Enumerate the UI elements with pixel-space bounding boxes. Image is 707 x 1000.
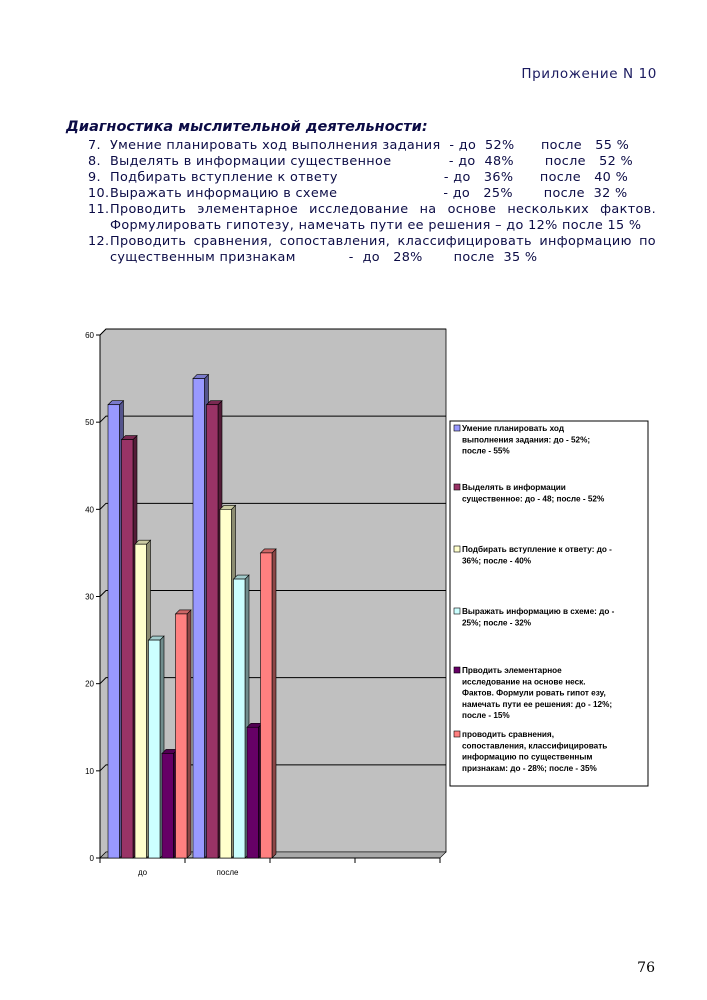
item-values: - до 36% после 40 % (337, 170, 629, 185)
bar-front (234, 579, 246, 858)
y-tick-label: 50 (85, 418, 94, 428)
bar-side (187, 610, 191, 858)
legend-swatch (454, 484, 460, 490)
bar-front (247, 727, 259, 858)
bar (207, 401, 223, 858)
y-tick-label: 10 (85, 766, 94, 776)
bar-front (193, 379, 205, 858)
bar-front (261, 553, 273, 858)
bar (108, 401, 124, 858)
legend-label-line: проводить сравнения, (462, 730, 554, 739)
item-values: - до 48% после 52 % (391, 154, 634, 169)
legend-label-line: после - 55% (462, 446, 510, 456)
bar-front (135, 544, 147, 858)
item-values: - до 28% после 35 % (295, 250, 538, 265)
legend-label-line: Выражать информацию в схеме: до - (462, 607, 615, 616)
bar (247, 723, 263, 858)
item-number: 11. (88, 202, 110, 217)
item-text: Подбирать вступление к ответу (110, 170, 338, 185)
page-number: 76 (637, 960, 655, 976)
item-text: Умение планировать ход выполнения задания (110, 138, 441, 153)
bar (122, 436, 138, 858)
legend-label-line: сопоставления, классифицировать (462, 741, 608, 751)
legend-label-line: существенное: до - 48; после - 52% (462, 494, 605, 504)
y-tick-label: 60 (85, 331, 94, 340)
legend-label-line: выполнения задания: до - 52%; (462, 435, 591, 445)
appendix-label: Приложение N 10 (521, 66, 657, 82)
item-number: 7. (88, 138, 101, 153)
item-text: Проводить элементарное исследование на основе нескольких фактов. Формулировать гипотезу, намечать пути ее решения – до 12% после 15 % (110, 202, 656, 233)
legend-swatch (454, 425, 460, 431)
y-tick-label: 30 (85, 592, 94, 602)
bar (135, 540, 151, 858)
bar-front (122, 440, 134, 858)
bar (261, 549, 277, 858)
item-text: Проводить сравнения, сопоставления, классифицировать информацию по существенным признакам (110, 234, 656, 265)
legend-label-line: информацию по существенным (462, 752, 593, 762)
bar (149, 636, 165, 858)
item-values: - до 25% после 32 % (337, 186, 628, 201)
legend-swatch (454, 546, 460, 552)
bar (193, 375, 209, 858)
legend-label-line: Умение планировать ход (462, 424, 565, 433)
item-number: 10. (88, 186, 110, 201)
legend-label-line: признакам: до - 28%; после - 35% (462, 763, 597, 773)
bar-side (272, 549, 276, 858)
bar (176, 610, 192, 858)
bar (162, 749, 178, 858)
bar-front (176, 614, 188, 858)
bar (220, 505, 236, 858)
x-tick-label: после (216, 868, 239, 877)
bar-front (108, 405, 120, 858)
item-number: 9. (88, 170, 101, 185)
legend-label-line: после - 15% (462, 711, 510, 721)
item-number: 12. (88, 234, 110, 249)
section-heading: Диагностика мыслительной деятельности: (66, 119, 428, 135)
y-tick-label: 0 (89, 854, 94, 863)
legend-label-line: 25%; после - 32% (462, 618, 532, 628)
legend-label-line: исследование на основе неск. (462, 677, 586, 687)
legend-swatch (454, 731, 460, 737)
legend-swatch (454, 667, 460, 673)
legend-label-line: 36%; после - 40% (462, 556, 532, 566)
legend-label-line: Фактов. Формули ровать гипот езу, (462, 688, 606, 698)
x-tick-label: до (137, 868, 148, 877)
item-values: - до 52% после 55 % (440, 138, 630, 153)
bar (234, 575, 250, 858)
legend-label-line: намечать пути ее решения: до - 12%; (462, 699, 613, 709)
y-tick-label: 20 (85, 679, 94, 689)
bar-front (149, 640, 161, 858)
legend-label-line: Подбирать вступление к ответу: до - (462, 545, 612, 554)
legend-swatch (454, 608, 460, 614)
y-tick-label: 40 (85, 505, 94, 515)
legend-label-line: Выделять в информации (462, 483, 566, 492)
bar-front (220, 509, 232, 858)
bar-front (207, 405, 219, 858)
legend-label-line: Прводить элементарное (462, 666, 562, 675)
item-text: Выражать информацию в схеме (110, 186, 338, 201)
item-number: 8. (88, 154, 101, 169)
bar-front (162, 753, 174, 858)
item-text: Выделять в информации существенное (110, 154, 392, 169)
